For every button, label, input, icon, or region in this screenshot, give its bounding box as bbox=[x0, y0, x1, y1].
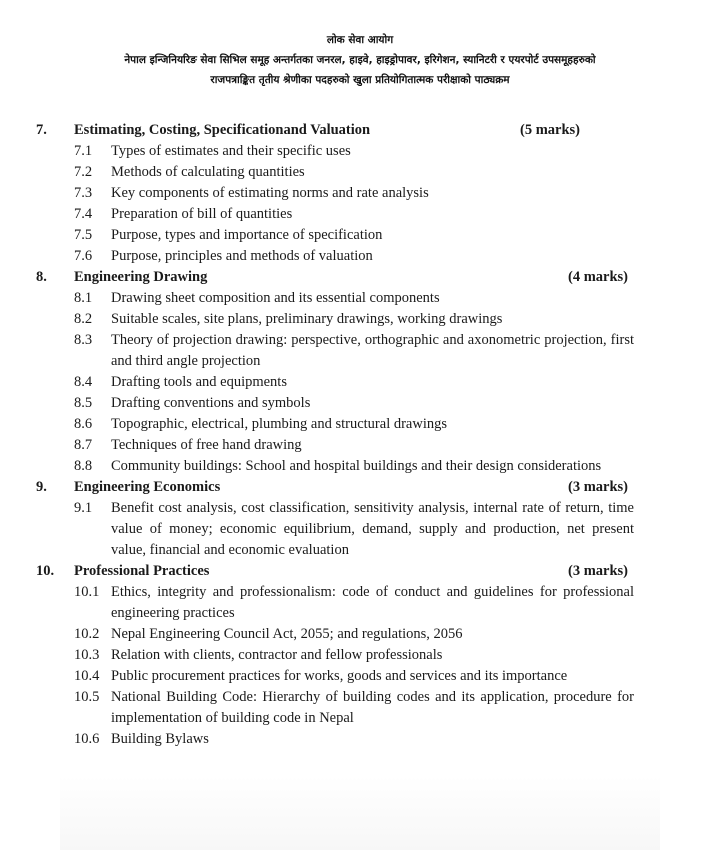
section-number: 8. bbox=[36, 269, 47, 285]
item-text: Nepal Engineering Council Act, 2055; and regulations, 2056 bbox=[111, 626, 463, 642]
list-item bbox=[0, 204, 720, 225]
item-text: Ethics, integrity and professionalism: code of conduct and guidelines for professional engineering practices bbox=[111, 584, 634, 621]
header-subtitle: नेपाल इन्जिनियरिङ सेवा सिभिल समूह अन्तर्गतका जनरल, हाइवे, हाइड्रोपावर, इरिगेशन, स्यानिटरी र एयरपोर्ट उपसमूहहरुको bbox=[124, 54, 596, 66]
section-title: Engineering Economics bbox=[74, 479, 221, 495]
item-text: Relation with clients, contractor and fellow professionals bbox=[111, 647, 443, 663]
item-number: 8.7 bbox=[74, 437, 93, 453]
item-number: 9.1 bbox=[74, 500, 93, 516]
item-text: Drawing sheet composition and its essential components bbox=[111, 290, 440, 306]
list-item bbox=[0, 141, 720, 162]
list-item bbox=[0, 162, 720, 183]
list-item bbox=[0, 309, 720, 330]
item-text: Purpose, types and importance of specification bbox=[111, 227, 383, 243]
list-item bbox=[0, 729, 720, 750]
item-text: Purpose, principles and methods of valuation bbox=[111, 248, 373, 264]
syllabus-content bbox=[0, 120, 720, 750]
item-number: 8.4 bbox=[74, 374, 93, 390]
section-marks: (3 marks) bbox=[567, 479, 628, 495]
list-item bbox=[0, 246, 720, 267]
section-marks: (5 marks) bbox=[519, 122, 580, 138]
section-number: 10. bbox=[36, 563, 55, 579]
blurred-page-bottom bbox=[60, 776, 660, 850]
item-text: Building Bylaws bbox=[111, 731, 209, 747]
section-number: 7. bbox=[36, 122, 47, 138]
item-text: Preparation of bill of quantities bbox=[111, 206, 293, 222]
section-title: Engineering Drawing bbox=[74, 269, 208, 285]
section-marks: (4 marks) bbox=[567, 269, 628, 285]
page-header bbox=[0, 30, 720, 90]
item-text: Drafting tools and equipments bbox=[111, 374, 287, 390]
item-number: 8.6 bbox=[74, 416, 93, 432]
item-text: National Building Code: Hierarchy of building codes and its application, procedure for implementation of building code in Nepal bbox=[111, 689, 634, 726]
item-number: 10.1 bbox=[74, 584, 100, 600]
section-8-heading bbox=[0, 267, 720, 288]
item-number: 7.6 bbox=[74, 248, 93, 264]
list-item bbox=[0, 372, 720, 393]
section-7-heading bbox=[0, 120, 720, 141]
item-text: Types of estimates and their specific uses bbox=[111, 143, 351, 159]
item-number: 7.4 bbox=[74, 206, 93, 222]
item-number: 10.4 bbox=[74, 668, 100, 684]
list-item bbox=[0, 330, 720, 372]
list-item bbox=[0, 393, 720, 414]
item-text: Methods of calculating quantities bbox=[111, 164, 305, 180]
item-number: 8.2 bbox=[74, 311, 93, 327]
section-title: Professional Practices bbox=[74, 563, 210, 579]
section-number: 9. bbox=[36, 479, 47, 495]
item-number: 10.5 bbox=[74, 689, 100, 705]
section-10-heading bbox=[0, 561, 720, 582]
item-number: 7.5 bbox=[74, 227, 93, 243]
item-text: Techniques of free hand drawing bbox=[111, 437, 302, 453]
list-item bbox=[0, 435, 720, 456]
list-item bbox=[0, 624, 720, 645]
item-number: 8.1 bbox=[74, 290, 93, 306]
list-item bbox=[0, 225, 720, 246]
list-item bbox=[0, 456, 720, 477]
item-number: 10.3 bbox=[74, 647, 100, 663]
item-text: Drafting conventions and symbols bbox=[111, 395, 311, 411]
item-text: Theory of projection drawing: perspective, orthographic and axonometric projection, first and third angle projection bbox=[111, 332, 634, 369]
item-text: Community buildings: School and hospital buildings and their design considerations bbox=[111, 458, 602, 474]
item-text: Topographic, electrical, plumbing and structural drawings bbox=[111, 416, 448, 432]
list-item bbox=[0, 288, 720, 309]
item-number: 8.8 bbox=[74, 458, 93, 474]
list-item bbox=[0, 582, 720, 624]
header-syllabus-title: राजपत्राङ्कित तृतीय श्रेणीका पदहरुको खुला प्रतियोगितात्मक परीक्षाको पाठ्यक्रम bbox=[210, 74, 510, 86]
item-text: Key components of estimating norms and rate analysis bbox=[111, 185, 429, 201]
list-item bbox=[0, 666, 720, 687]
list-item bbox=[0, 645, 720, 666]
item-number: 8.5 bbox=[74, 395, 93, 411]
list-item bbox=[0, 183, 720, 204]
header-org-name: लोक सेवा आयोग bbox=[326, 34, 394, 46]
section-title: Estimating, Costing, Specificationand Valuation bbox=[74, 122, 371, 138]
item-number: 7.2 bbox=[74, 164, 93, 180]
item-number: 7.3 bbox=[74, 185, 93, 201]
list-item bbox=[0, 498, 720, 561]
item-number: 10.6 bbox=[74, 731, 100, 747]
list-item bbox=[0, 414, 720, 435]
item-number: 10.2 bbox=[74, 626, 100, 642]
item-number: 7.1 bbox=[74, 143, 93, 159]
item-text: Suitable scales, site plans, preliminary drawings, working drawings bbox=[111, 311, 503, 327]
item-number: 8.3 bbox=[74, 332, 93, 348]
item-text: Benefit cost analysis, cost classification, sensitivity analysis, internal rate of return, time value of money; economic equilibrium, demand, supply and production, net present value, financial and economic evaluation bbox=[111, 500, 634, 558]
list-item bbox=[0, 687, 720, 729]
item-text: Public procurement practices for works, goods and services and its importance bbox=[111, 668, 568, 684]
section-marks: (3 marks) bbox=[567, 563, 628, 579]
section-9-heading bbox=[0, 477, 720, 498]
